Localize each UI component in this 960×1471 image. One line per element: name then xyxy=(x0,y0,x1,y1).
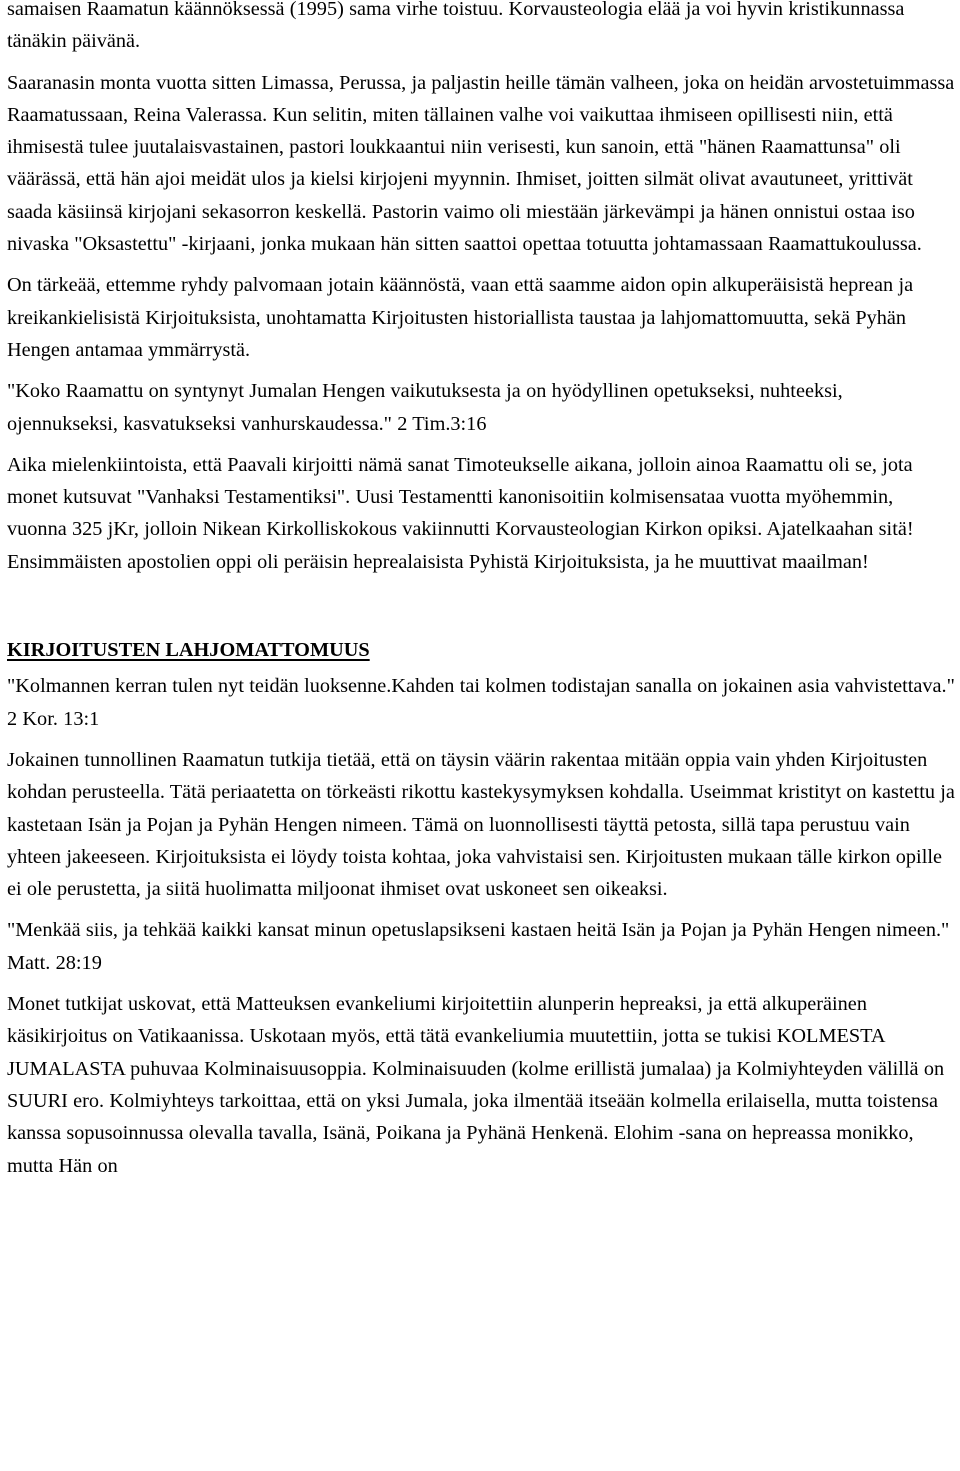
section-heading: KIRJOITUSTEN LAHJOMATTOMUUS xyxy=(7,639,370,662)
paragraph-baptism-principle: Jokainen tunnollinen Raamatun tutkija tietää, että on täysin väärin rakentaa mitään oppia vain yhden Kirjoitusten kohdan perusteella. Tätä periaatetta on törkeästi rikottu kastekysymyksen kohdalla. Useimmat kristityt on kastettu ja kastetaan Isän ja Pojan ja Pyhän Hengen nimeen. Tämä on luonnollisesti täyttä petosta, sillä tapa perustuu vain yhteen jakeeseen. Kirjoituksista ei löydy toista kohtaa, joka vahvistaisi sen. Kirjoitusten mukaan tälle kirkon opille ei ole perustetta, ja siitä huolimatta miljoonat ihmiset ovat uskoneet sen oikeaksi. xyxy=(7,748,955,901)
paragraph-translation-error: samaisen Raamatun käännöksessä (1995) sama virhe toistuu. Korvausteologia elää ja voi hyvin kristikunnassa tänäkin päivänä. xyxy=(7,0,905,53)
paragraph-original-doctrine: On tärkeää, ettemme ryhdy palvomaan jotain käännöstä, vaan että saamme aidon opin alkuperäisistä heprean ja kreikankielisistä Kirjoituksista, unohtamatta Kirjoitusten historiallista taustaa ja lahjomattomuutta, sekä Pyhän Hengen antamaa ymmärrystä. xyxy=(7,274,914,361)
paragraph-quote-matt: "Menkää siis, ja tehkää kaikki kansat minun opetuslapsikseni kastaen heitä Isän ja Pojan ja Pyhän Hengen nimeen." Matt. 28:19 xyxy=(7,919,950,974)
paragraph-paul-timothy: Aika mielenkiintoista, että Paavali kirjoitti nämä sanat Timoteukselle aikana, jolloin ainoa Raamattu oli se, jota monet kutsuvat "Vanhaksi Testamentiksi". Uusi Testamentti kanonisoitiin kolmisensataa vuotta myöhemmin, vuonna 325 jKr, jolloin Nikean Kirkolliskokous vakiinnutti Korvausteologian Kirkon opiksi. Ajatelkaahan sitä! Ensimmäisten apostolien oppi oli peräisin heprealaisista Pyhistä Kirjoituksista, ja he muuttivat maailman! xyxy=(7,453,914,573)
document-page xyxy=(7,0,957,1191)
paragraph-quote-2-kor: "Kolmannen kerran tulen nyt teidän luoksenne.Kahden tai kolmen todistajan sanalla on jokainen asia vahvistettava." 2 Kor. 13:1 xyxy=(7,675,955,730)
section-spacer xyxy=(7,587,957,634)
paragraph-matthew-hebrew: Monet tutkijat uskovat, että Matteuksen evankeliumi kirjoitettiin alunperin hepreaksi, ja että alkuperäinen käsikirjoitus on Vatikaanissa. Uskotaan myös, että tätä evankeliumia muutettiin, jotta se tukisi KOLMESTA JUMALASTA puhuvaa Kolminaisuusoppia. Kolminaisuuden (kolme erillistä jumalaa) ja Kolmiyhteyden välillä on SUURI ero. Kolmiyhteys tarkoittaa, että on yksi Jumala, joka ilmentää itseään kolmella erilaisella, mutta toistensa kanssa sopusoinnussa olevalla tavalla, Isänä, Poikana ja Pyhänä Henkenä. Elohim -sana on hepreassa monikko, mutta Hän on xyxy=(7,993,945,1177)
paragraph-lima-story: Saaranasin monta vuotta sitten Limassa, Perussa, ja paljastin heille tämän valheen, joka on heidän arvostetuimmassa Raamatussaan, Reina Valerassa. Kun selitin, miten tällainen valhe voi vaikuttaa ihmiseen opillisesti niin, että ihmisestä tulee juutalaisvastainen, pastori loukkaantui niin verisesti, kun sanoin, että "hänen Raamattunsa" oli väärässä, että hän ajoi meidät ulos ja kielsi kirjojeni myynnin. Ihmiset, joitten silmät olivat avautuneet, yrittivät saada käsiinsä kirjojani sekasorron keskellä. Pastorin vaimo oli miestään järkevämpi ja hänen onnistui ostaa iso nivaska "Oksastettu" -kirjaani, jonka mukaan hän sitten saattoi opettaa totuutta johtamassaan Raamattukoulussa. xyxy=(7,71,955,256)
paragraph-quote-2-tim: "Koko Raamattu on syntynyt Jumalan Hengen vaikutuksesta ja on hyödyllinen opetukseksi, nuhteeksi, ojennukseksi, kasvatukseksi vanhurskaudessa." 2 Tim.3:16 xyxy=(7,380,843,435)
